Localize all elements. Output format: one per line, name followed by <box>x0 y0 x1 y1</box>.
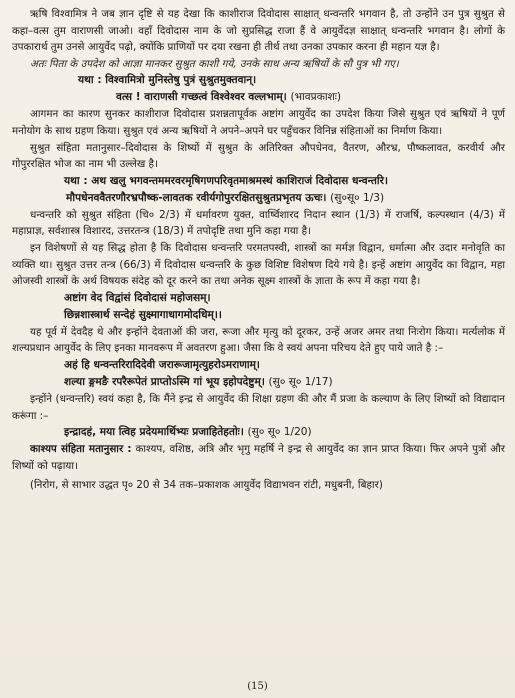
paragraph-9-text: काश्यप, वशिष्ठ, अत्रि और भृगु महर्षि ने इन्द्र से आयुर्वेद का ज्ञान प्राप्त किया। फिर अपने पुत्रों और शिष्यों को पढ़ाया। <box>12 443 505 472</box>
verse-1-line-2 <box>12 89 505 106</box>
verse-1-source: (भावप्रकाशः) <box>290 91 342 104</box>
verse-5-line-1 <box>12 424 505 441</box>
verse-4-line-1: अहं हि धन्वन्तरिरादिदेवी जरारूजामृत्युहरोऽमराणाम्। <box>64 358 260 371</box>
verse-2-text-2: मौपधेनववैतरणौरभ्रपौष्क-लावतक रवीर्यगोपुररक्षितसुश्रुतप्रभृतय ऊचः। <box>66 191 327 204</box>
paragraph-5: धन्वन्तरि को सुश्रुत संहिता (चि० 2/3) में धर्मावरण युक्त, वार्ष्विशारद निदान स्थान (1/3) में राजर्षि, कल्पस्थान (4/3) में महाप्राज्ञ, सर्वशास्त्र विशारद, उत्तरतन्त्र (18/3) में तपोदृष्टि तथा मुनि कहा गया है। <box>12 208 505 238</box>
paragraph-8: इन्होंने (धन्वन्तरि) स्वयं कहा है, कि मैंने इन्द्र से आयुर्वेद की शिक्षा ग्रहण की और मैं प्रजा के कल्याण के लिए शिष्यों को विद्यादान करूंगा :– <box>12 392 505 422</box>
page-number: (15) <box>247 681 268 692</box>
verse-2-text-1: अथ खलु भगवन्तममरवरमृषिगणपरिवृतमाश्रमस्थं काशिराजं दिवोदास धन्वन्तरि। <box>91 174 388 187</box>
kashyap-heading: काश्यप संहिता मतानुसार : <box>30 443 132 456</box>
verse-1-text-2: वत्स ! वाराणसी गच्छत्वं विश्वेश्वर वल्लभाम्। <box>116 91 287 104</box>
verse-4-line-2 <box>12 374 505 391</box>
verse-2-line-1 <box>12 173 505 190</box>
verse-3-line-2: छिन्नशास्त्रार्थ सन्देहं सुक्ष्मागाधागमोदधिम्।। <box>64 308 222 321</box>
verse-1-text-1: विश्वामित्रो मुनिस्तेषु पुत्रं सुश्रुतमुक्तवान्। <box>105 74 257 87</box>
paragraph-4: सुश्रुत संहिता मतानुसार–दिवोदास के शिष्यों में सुश्रुत के अतिरिक्त औपधेनव, वैतरण, औरभ्र, पौष्कलावत, करवीर्य और गोपुररक्षित भोज का नाम भी उल्लेख है। <box>12 141 505 171</box>
verse-2-line-2 <box>12 190 505 207</box>
verse-1-label: यथा : <box>78 74 102 87</box>
verse-5-source: (सु० सू० 1/20) <box>247 426 312 439</box>
paragraph-6: इन विशेषणों से यह सिद्ध होता है कि दिवोदास धन्वन्तरि परमतपस्वी, शास्त्रों का मर्मज्ञ विद्वान, धर्मात्मा और उदार मनोवृति का व्यक्ति था। सुश्रुत उत्तर तन्त्र (66/3) में दिवोदास धन्वन्तरि के कुछ विशिष्ट विशेषण दिये गये है। इन्हें अष्टांग आयुर्वेद का विद्वान, महा ओजस्वी शास्त्रों के अर्थ विषयक संदेह को दूर करने का तथा अनेक सूक्ष्म शास्त्रों के ज्ञाता के रूप में कहा गया है। <box>12 241 505 288</box>
verse-4-text-2: शल्या ङ्गमङै रपरैरूपेतं प्राप्तोऽस्मि गां भूय इहोपदेष्टुम्। <box>64 375 265 388</box>
paragraph-9 <box>12 441 505 474</box>
verse-3-line-1: अष्टांग वेद विद्वांसं दिवोदासं महोजसम्। <box>64 291 211 304</box>
paragraph-7: यह पूर्व में देवदैह थे और इन्होंने देवताओं की जरा, रूजा और मृत्यु को दूरकर, उन्हें अजर अमर तथा निःरोग किया। मर्त्यलोक में शल्यप्रधान आयुर्वेद के लिए इनका मानवरूप में अवतरण हुआ। जैसा कि वे स्वयं अपना परिचय देते हुए पाये जाते है :– <box>12 325 505 355</box>
verse-2-source: (सु०सू० 1/3) <box>330 191 385 204</box>
paragraph-2: अतः पिता के उपदेश को आज्ञा मानकर सुश्रुत काशी गये, उनके साथ अन्य ऋषियों के सौ पुत्र भी गए। <box>30 57 399 70</box>
verse-4-source: (सु० सू० 1/17) <box>268 375 333 388</box>
verse-2-label: यथा : <box>64 174 88 187</box>
paragraph-1: ऋषि विश्वामित्र ने जब ज्ञान दृष्टि से यह देखा कि काशीराज दिवोदास साक्षात् धन्वन्तरि भगवान है, तो उन्होंने उन पुत्र सुश्रुत से कहा–वत्स तुम वाराणसी जाओ। वहाँ दिवोदास नाम के जो सुप्रसिद्ध राजा हैं वे आयुर्वेदज्ञ साक्षात् धन्वन्तरि भगवान है। लोगों के उपकारार्थ तुम उनसे आयुर्वेद पढ़ो, क्योंकि प्राणियों पर दया रखना ही तीर्थ तथा उनका उपकार करना ही महान यज्ञ है। <box>12 8 505 54</box>
verse-5-text-1: इन्द्रादहं, मया त्विह प्रदेयमार्थिभ्यः प्रजाहितेहतोः। <box>64 426 244 439</box>
verse-1-line-1 <box>12 72 505 89</box>
citation: (निरोग, से साभार उद्धत पृ० 20 से 34 तक–प्रकाशक आयुर्वेद विद्याभवन रांटी, मधुबनी, बिहार) <box>30 479 383 492</box>
paragraph-3: आगमन का कारण सुनकर काशीराज दिवोदास प्रशन्नतापूर्वक अष्टांग आयुर्वेद का उपदेश किया जिसे सुश्रुत एवं ऋषियों ने पूर्ण मनोयोग के साथ ग्रहण किया। सुश्रुत एवं अन्य ऋषियों ने अपने–अपने घर पहुँचकर विनिन्न संहिताओं का निर्माण किया। <box>12 108 505 137</box>
